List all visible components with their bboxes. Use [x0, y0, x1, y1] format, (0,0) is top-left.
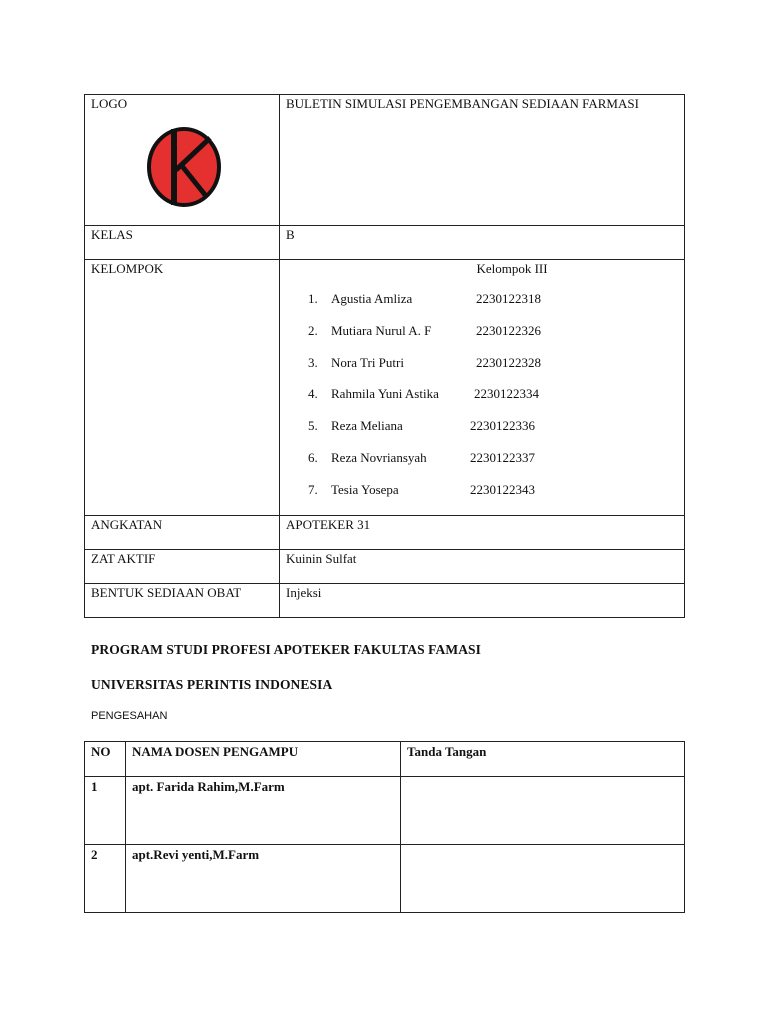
bentuk-sediaan-value: Injeksi	[280, 583, 685, 617]
row-bentuk-sediaan	[85, 583, 685, 617]
table-row	[85, 845, 685, 913]
list-item	[286, 323, 678, 355]
member-number: 4.	[308, 386, 318, 402]
member-name: Mutiara Nurul A. F	[331, 322, 432, 338]
member-name: Reza Meliana	[331, 418, 403, 434]
logo-label: LOGO	[91, 96, 128, 111]
member-name: Rahmila Yuni Astika	[331, 386, 439, 402]
kelas-label: KELAS	[85, 226, 280, 260]
signature-table	[84, 741, 685, 913]
lecturer-name: apt. Farida Rahim,M.Farm	[126, 777, 401, 845]
list-item	[286, 418, 678, 450]
member-name: Tesia Yosepa	[331, 481, 399, 497]
member-number: 7.	[308, 481, 318, 497]
member-nim: 2230122336	[470, 418, 535, 434]
member-nim: 2230122337	[470, 449, 535, 465]
kelompok-cell	[280, 260, 685, 516]
zat-aktif-value: Kuinin Sulfat	[280, 549, 685, 583]
list-item	[286, 291, 678, 323]
member-nim: 2230122334	[474, 386, 539, 402]
signature-cell[interactable]	[401, 777, 685, 845]
member-name: Reza Novriansyah	[331, 449, 427, 465]
bulletin-title: BULETIN SIMULASI PENGEMBANGAN SEDIAAN FARMASI	[286, 96, 639, 111]
table-row	[85, 777, 685, 845]
list-item	[286, 355, 678, 387]
logo-cell	[85, 95, 280, 226]
member-number: 5.	[308, 418, 318, 434]
row-kelas	[85, 226, 685, 260]
kelompok-label: KELOMPOK	[85, 260, 280, 516]
member-name: Nora Tri Putri	[331, 354, 404, 370]
row-angkatan	[85, 515, 685, 549]
header-no: NO	[85, 742, 126, 777]
row-number: 2	[85, 845, 126, 913]
angkatan-value: APOTEKER 31	[280, 515, 685, 549]
member-number: 3.	[308, 354, 318, 370]
angkatan-label: ANGKATAN	[85, 515, 280, 549]
member-nim: 2230122326	[476, 322, 541, 338]
member-list	[286, 291, 678, 514]
zat-aktif-label: ZAT AKTIF	[85, 549, 280, 583]
member-number: 1.	[308, 291, 318, 306]
lecturer-name: apt.Revi yenti,M.Farm	[126, 845, 401, 913]
university-heading: UNIVERSITAS PERINTIS INDONESIA	[91, 677, 333, 692]
signature-header-row	[85, 742, 685, 777]
program-heading: PROGRAM STUDI PROFESI APOTEKER FAKULTAS FAMASI	[91, 642, 482, 657]
row-kelompok	[85, 260, 685, 516]
row-zat-aktif	[85, 549, 685, 583]
header-name: NAMA DOSEN PENGAMPU	[126, 742, 401, 777]
member-nim: 2230122318	[476, 291, 541, 306]
member-nim: 2230122343	[470, 481, 535, 497]
kelompok-title: Kelompok III	[476, 261, 548, 276]
title-cell	[280, 95, 685, 226]
member-nim: 2230122328	[476, 354, 541, 370]
k-logo-icon	[146, 126, 222, 208]
info-table	[84, 94, 685, 618]
member-number: 2.	[308, 322, 318, 338]
member-number: 6.	[308, 449, 318, 465]
signature-cell[interactable]	[401, 845, 685, 913]
list-item	[286, 482, 678, 514]
row-number: 1	[85, 777, 126, 845]
kelas-value: B	[280, 226, 685, 260]
pengesahan-label: PENGESAHAN	[91, 710, 168, 722]
list-item	[286, 386, 678, 418]
list-item	[286, 450, 678, 482]
member-name: Agustia Amliza	[331, 291, 413, 306]
row-logo	[85, 95, 685, 226]
bentuk-sediaan-label: BENTUK SEDIAAN OBAT	[85, 583, 280, 617]
header-signature: Tanda Tangan	[401, 742, 685, 777]
